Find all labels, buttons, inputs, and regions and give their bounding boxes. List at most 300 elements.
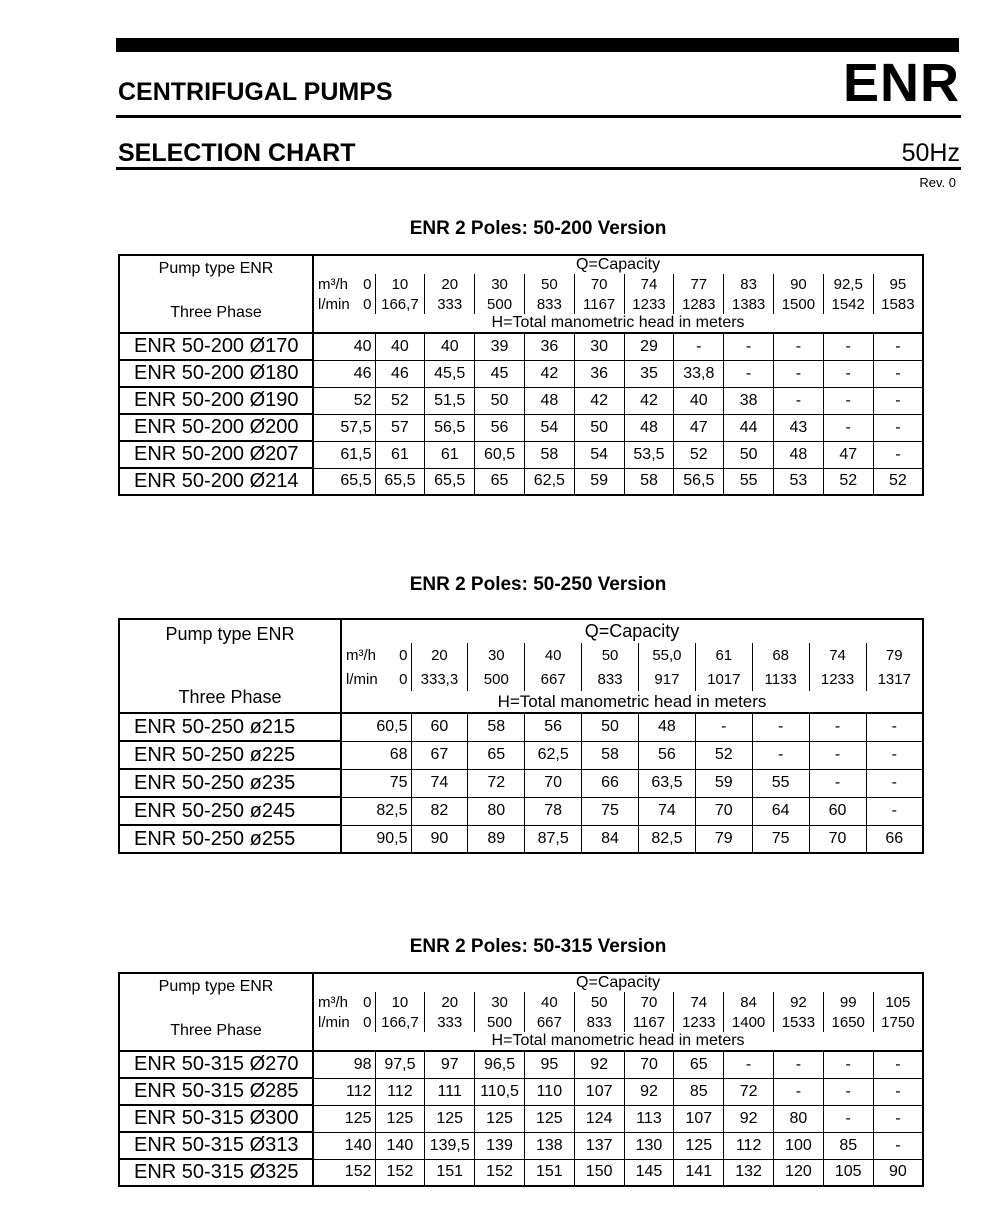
capacity-lmin: 1233 — [674, 1012, 724, 1032]
head-value: 48 — [524, 387, 574, 414]
pump-model: ENR 50-315 Ø285 — [119, 1078, 313, 1105]
head-value: 62,5 — [524, 468, 574, 495]
capacity-m3h: 68 — [752, 643, 809, 668]
table-title-50-200: ENR 2 Poles: 50-200 Version — [409, 218, 667, 239]
head-value: 62,5 — [525, 741, 582, 769]
head-value: 79 — [695, 825, 752, 853]
capacity-m3h: 50 — [582, 643, 639, 668]
head-label: H=Total manometric head in meters — [313, 314, 923, 333]
head-value: 125 — [674, 1132, 724, 1159]
pump-model: ENR 50-200 Ø190 — [119, 387, 313, 414]
head-value: 152 — [375, 1159, 425, 1186]
head-value: 60,5 — [341, 713, 411, 741]
head-value: 40 — [375, 333, 425, 360]
capacity-m3h: 10 — [375, 274, 425, 294]
head-value: - — [823, 387, 873, 414]
capacity-m3h: 20 — [411, 643, 468, 668]
capacity-m3h: 10 — [375, 992, 425, 1012]
head-value: 58 — [624, 468, 674, 495]
head-value: 50 — [574, 414, 624, 441]
head-value: 82,5 — [341, 797, 411, 825]
head-value: - — [873, 360, 923, 387]
head-value: - — [873, 1078, 923, 1105]
head-value: 97,5 — [375, 1051, 425, 1078]
head-value: 90 — [411, 825, 468, 853]
head-value: 56,5 — [674, 468, 724, 495]
capacity-label: Q=Capacity — [576, 256, 661, 273]
table-row — [119, 1078, 923, 1105]
pump-type-label: Pump type ENR — [165, 624, 295, 644]
capacity-lmin: 1017 — [695, 668, 752, 691]
capacity-m3h: 79 — [885, 647, 903, 664]
head-value: 65,5 — [425, 468, 475, 495]
head-value: 51,5 — [425, 387, 475, 414]
table-row — [119, 1159, 923, 1186]
head-value: 72 — [724, 1078, 774, 1105]
head-value: 89 — [468, 825, 525, 853]
head-value: 56 — [525, 713, 582, 741]
table-row — [119, 797, 923, 825]
capacity-m3h: 74 — [674, 992, 724, 1012]
phase-label: Three Phase — [170, 1022, 262, 1039]
head-value: - — [774, 1051, 824, 1078]
head-value: 40 — [313, 333, 375, 360]
capacity-m3h: 83 — [724, 274, 774, 294]
capacity-label: Q=Capacity — [584, 621, 680, 641]
brand-title: ENR — [842, 53, 960, 113]
divider — [116, 167, 961, 170]
capacity-m3h-value: 0 — [363, 275, 372, 293]
table-row — [119, 468, 923, 495]
head-value: 70 — [695, 797, 752, 825]
capacity-m3h: 95 — [889, 275, 907, 293]
capacity-m3h: 84 — [724, 992, 774, 1012]
pump-model: ENR 50-200 Ø180 — [119, 360, 313, 387]
section-title: SELECTION CHART — [118, 139, 356, 167]
head-value: 138 — [524, 1132, 574, 1159]
head-value: 29 — [624, 333, 674, 360]
head-value: 59 — [695, 769, 752, 797]
capacity-m3h: 50 — [524, 274, 574, 294]
head-value: 63,5 — [639, 769, 696, 797]
pump-model: ENR 50-250 ø225 — [119, 741, 341, 769]
capacity-lmin: 333,3 — [411, 668, 468, 691]
frequency-label: 50Hz — [901, 139, 960, 167]
pump-type-label: Pump type ENR — [158, 978, 274, 995]
pump-model: ENR 50-250 ø245 — [119, 797, 341, 825]
pump-model: ENR 50-315 Ø270 — [119, 1051, 313, 1078]
head-value: 150 — [574, 1159, 624, 1186]
head-value: 52 — [695, 741, 752, 769]
capacity-lmin: 1283 — [674, 294, 724, 314]
pump-type-label: Pump type ENR — [158, 260, 274, 277]
head-value: 65 — [468, 741, 525, 769]
pump-type-header — [119, 973, 313, 1051]
capacity-m3h: 74 — [624, 274, 674, 294]
top-bar — [116, 38, 959, 52]
head-value: 35 — [624, 360, 674, 387]
head-value: - — [823, 1105, 873, 1132]
table-row — [119, 713, 923, 741]
head-value: - — [873, 387, 923, 414]
head-value: - — [866, 797, 923, 825]
head-value: 80 — [774, 1105, 824, 1132]
head-value: 56 — [475, 414, 525, 441]
head-value: 61,5 — [313, 441, 375, 468]
head-value: 54 — [574, 441, 624, 468]
head-value: - — [866, 713, 923, 741]
pump-model: ENR 50-315 Ø313 — [119, 1132, 313, 1159]
capacity-lmin: 1650 — [823, 1012, 873, 1032]
capacity-m3h: 70 — [574, 274, 624, 294]
pump-type-header — [119, 619, 341, 713]
capacity-m3h: 40 — [525, 643, 582, 668]
head-value: 85 — [823, 1132, 873, 1159]
head-value: 56 — [639, 741, 696, 769]
capacity-m3h: 61 — [695, 643, 752, 668]
capacity-m3h — [341, 643, 411, 668]
head-value: 140 — [375, 1132, 425, 1159]
head-value: - — [774, 1078, 824, 1105]
head-value: - — [724, 333, 774, 360]
head-value: 53,5 — [624, 441, 674, 468]
lmin-unit-label: l/min — [318, 1013, 350, 1031]
capacity-m3h-value: 0 — [399, 647, 408, 664]
head-value: 33,8 — [674, 360, 724, 387]
head-value: 40 — [674, 387, 724, 414]
head-value: 38 — [724, 387, 774, 414]
head-value: - — [873, 1051, 923, 1078]
capacity-m3h: 20 — [425, 274, 475, 294]
capacity-lmin: 1583 — [881, 295, 915, 313]
head-value: 70 — [525, 769, 582, 797]
selection-table-50-250 — [118, 618, 924, 854]
head-value: 57 — [375, 414, 425, 441]
capacity-m3h: 99 — [823, 992, 873, 1012]
capacity-lmin: 1133 — [752, 668, 809, 691]
table-row — [119, 1051, 923, 1078]
doc-title: CENTRIFUGAL PUMPS — [118, 78, 393, 106]
pump-type-header — [119, 255, 313, 333]
head-value: 120 — [774, 1159, 824, 1186]
capacity-lmin — [313, 1012, 375, 1032]
head-value: 58 — [524, 441, 574, 468]
capacity-m3h: 30 — [475, 992, 525, 1012]
head-value: - — [809, 741, 866, 769]
head-value: 72 — [468, 769, 525, 797]
head-value: 92 — [624, 1078, 674, 1105]
capacity-lmin-value: 0 — [399, 671, 408, 688]
head-value: 92 — [724, 1105, 774, 1132]
capacity-lmin: 1400 — [724, 1012, 774, 1032]
capacity-lmin — [341, 668, 411, 691]
head-value: 140 — [313, 1132, 375, 1159]
capacity-lmin: 1533 — [774, 1012, 824, 1032]
head-value: 107 — [674, 1105, 724, 1132]
head-value: - — [724, 1051, 774, 1078]
head-value: 139,5 — [425, 1132, 475, 1159]
head-value: - — [873, 441, 923, 468]
head-value: - — [873, 1105, 923, 1132]
head-value: - — [752, 713, 809, 741]
head-value: 75 — [341, 769, 411, 797]
head-value: 92 — [574, 1051, 624, 1078]
head-value: 100 — [774, 1132, 824, 1159]
head-value: 74 — [411, 769, 468, 797]
head-value: 141 — [674, 1159, 724, 1186]
head-value: 65,5 — [375, 468, 425, 495]
head-value: 52 — [313, 387, 375, 414]
capacity-lmin: 917 — [639, 668, 696, 691]
table-row — [119, 741, 923, 769]
phase-label: Three Phase — [178, 687, 282, 707]
selection-table-50-315 — [118, 972, 924, 1187]
table-row — [119, 360, 923, 387]
capacity-lmin: 1383 — [724, 294, 774, 314]
capacity-m3h: 70 — [624, 992, 674, 1012]
capacity-m3h: 74 — [809, 643, 866, 668]
head-value: 30 — [574, 333, 624, 360]
head-value: 80 — [468, 797, 525, 825]
revision-label: Rev. 0 — [919, 175, 956, 190]
head-value: 46 — [313, 360, 375, 387]
table-title-50-250: ENR 2 Poles: 50-250 Version — [409, 574, 667, 595]
capacity-m3h: 20 — [425, 992, 475, 1012]
table-row — [119, 414, 923, 441]
capacity-lmin: 667 — [525, 668, 582, 691]
head-value: 145 — [624, 1159, 674, 1186]
capacity-lmin: 1233 — [624, 294, 674, 314]
capacity-lmin: 1167 — [624, 1012, 674, 1032]
head-value: 82,5 — [639, 825, 696, 853]
head-value: 151 — [425, 1159, 475, 1186]
head-value: 58 — [582, 741, 639, 769]
head-value: - — [873, 1132, 923, 1159]
table-row — [119, 441, 923, 468]
head-value: 84 — [582, 825, 639, 853]
capacity-m3h — [313, 274, 375, 294]
capacity-m3h: 92,5 — [823, 274, 873, 294]
head-value: - — [724, 360, 774, 387]
head-value: 110,5 — [475, 1078, 525, 1105]
capacity-m3h — [313, 992, 375, 1012]
head-value: 45,5 — [425, 360, 475, 387]
head-value: - — [823, 1078, 873, 1105]
capacity-label: Q=Capacity — [576, 974, 661, 991]
head-value: - — [873, 333, 923, 360]
head-value: 90,5 — [341, 825, 411, 853]
capacity-lmin: 166,7 — [375, 294, 425, 314]
capacity-lmin: 333 — [425, 294, 475, 314]
head-value: 152 — [475, 1159, 525, 1186]
head-value: - — [866, 741, 923, 769]
head-value: 53 — [774, 468, 824, 495]
head-value: 125 — [475, 1105, 525, 1132]
head-value: 56,5 — [425, 414, 475, 441]
head-value: 65 — [674, 1051, 724, 1078]
capacity-lmin: 833 — [524, 294, 574, 314]
head-value: - — [823, 1051, 873, 1078]
head-value: 48 — [774, 441, 824, 468]
head-value: 68 — [341, 741, 411, 769]
head-value: 50 — [475, 387, 525, 414]
head-value: - — [823, 333, 873, 360]
capacity-m3h: 30 — [468, 643, 525, 668]
head-value: 110 — [524, 1078, 574, 1105]
capacity-m3h: 90 — [774, 274, 824, 294]
head-value: 87,5 — [525, 825, 582, 853]
head-value: 39 — [475, 333, 525, 360]
table-row — [119, 825, 923, 853]
capacity-m3h: 50 — [574, 992, 624, 1012]
head-value: 82 — [411, 797, 468, 825]
capacity-lmin: 833 — [582, 668, 639, 691]
head-value: 60 — [809, 797, 866, 825]
head-value: 42 — [624, 387, 674, 414]
head-value: 124 — [574, 1105, 624, 1132]
head-value: 47 — [823, 441, 873, 468]
capacity-m3h: 30 — [475, 274, 525, 294]
head-value: - — [823, 360, 873, 387]
head-value: 96,5 — [475, 1051, 525, 1078]
head-value: - — [774, 333, 824, 360]
capacity-m3h: 77 — [674, 274, 724, 294]
pump-model: ENR 50-250 ø255 — [119, 825, 341, 853]
head-value: 48 — [639, 713, 696, 741]
head-value: 95 — [524, 1051, 574, 1078]
head-value: 47 — [674, 414, 724, 441]
head-value: 125 — [375, 1105, 425, 1132]
head-value: 60,5 — [475, 441, 525, 468]
head-value: 36 — [524, 333, 574, 360]
capacity-lmin-value: 0 — [363, 295, 372, 313]
head-value: 57,5 — [313, 414, 375, 441]
capacity-lmin: 833 — [574, 1012, 624, 1032]
phase-label: Three Phase — [170, 304, 262, 321]
capacity-lmin: 1542 — [823, 294, 873, 314]
m3h-unit-label: m³/h — [346, 647, 376, 664]
head-value: - — [823, 414, 873, 441]
head-value: 46 — [375, 360, 425, 387]
head-value: 78 — [525, 797, 582, 825]
head-value: 59 — [574, 468, 624, 495]
pump-model: ENR 50-200 Ø214 — [119, 468, 313, 495]
capacity-lmin: 500 — [468, 668, 525, 691]
capacity-lmin: 500 — [475, 294, 525, 314]
head-value: 61 — [425, 441, 475, 468]
table-title-50-315: ENR 2 Poles: 50-315 Version — [409, 936, 667, 957]
pump-model: ENR 50-315 Ø300 — [119, 1105, 313, 1132]
head-value: 70 — [624, 1051, 674, 1078]
table-row — [119, 1105, 923, 1132]
m3h-unit-label: m³/h — [318, 993, 348, 1011]
capacity-lmin: 1750 — [881, 1013, 915, 1031]
head-value: 60 — [411, 713, 468, 741]
head-value: 44 — [724, 414, 774, 441]
capacity-lmin — [313, 294, 375, 314]
head-value: 58 — [468, 713, 525, 741]
head-value: 45 — [475, 360, 525, 387]
head-value: - — [809, 769, 866, 797]
capacity-lmin: 1317 — [877, 671, 911, 688]
pump-model: ENR 50-200 Ø207 — [119, 441, 313, 468]
head-value: 55 — [752, 769, 809, 797]
head-value: 113 — [624, 1105, 674, 1132]
head-value: 52 — [375, 387, 425, 414]
capacity-m3h: 40 — [524, 992, 574, 1012]
table-row — [119, 769, 923, 797]
head-value: 97 — [425, 1051, 475, 1078]
head-value: 55 — [724, 468, 774, 495]
head-value: 152 — [313, 1159, 375, 1186]
table-row — [119, 387, 923, 414]
head-value: 42 — [574, 387, 624, 414]
head-value: - — [809, 713, 866, 741]
head-value: 151 — [524, 1159, 574, 1186]
head-value: 50 — [582, 713, 639, 741]
selection-table-50-200 — [118, 254, 924, 496]
capacity-lmin: 667 — [524, 1012, 574, 1032]
head-value: - — [873, 414, 923, 441]
head-value: 66 — [582, 769, 639, 797]
head-value: 137 — [574, 1132, 624, 1159]
head-value: - — [752, 741, 809, 769]
pump-model: ENR 50-250 ø215 — [119, 713, 341, 741]
head-label: H=Total manometric head in meters — [313, 1032, 923, 1051]
head-value: - — [674, 333, 724, 360]
lmin-unit-label: l/min — [346, 671, 378, 688]
m3h-unit-label: m³/h — [318, 275, 348, 293]
head-value: 50 — [724, 441, 774, 468]
table-row — [119, 1132, 923, 1159]
head-value: 112 — [375, 1078, 425, 1105]
capacity-lmin: 333 — [425, 1012, 475, 1032]
head-value: 111 — [425, 1078, 475, 1105]
capacity-m3h: 55,0 — [639, 643, 696, 668]
head-value: 75 — [752, 825, 809, 853]
head-value: 107 — [574, 1078, 624, 1105]
capacity-m3h-value: 0 — [363, 993, 372, 1011]
head-value: 74 — [639, 797, 696, 825]
head-value: - — [866, 769, 923, 797]
head-value: 125 — [425, 1105, 475, 1132]
head-value: 52 — [674, 441, 724, 468]
head-value: - — [774, 360, 824, 387]
pump-model: ENR 50-200 Ø200 — [119, 414, 313, 441]
head-value: 112 — [313, 1078, 375, 1105]
capacity-lmin: 1167 — [574, 294, 624, 314]
head-value: 52 — [888, 472, 907, 490]
capacity-lmin: 166,7 — [375, 1012, 425, 1032]
head-value: 40 — [425, 333, 475, 360]
head-value: 65 — [475, 468, 525, 495]
capacity-m3h: 92 — [774, 992, 824, 1012]
head-value: 139 — [475, 1132, 525, 1159]
capacity-lmin: 500 — [475, 1012, 525, 1032]
head-value: 130 — [624, 1132, 674, 1159]
head-value: 70 — [809, 825, 866, 853]
head-value: 42 — [524, 360, 574, 387]
head-value: 125 — [313, 1105, 375, 1132]
head-value: 75 — [582, 797, 639, 825]
head-value: 67 — [411, 741, 468, 769]
head-value: 36 — [574, 360, 624, 387]
head-value: 132 — [724, 1159, 774, 1186]
capacity-lmin-value: 0 — [363, 1013, 372, 1031]
capacity-lmin: 1233 — [809, 668, 866, 691]
head-value: 43 — [774, 414, 824, 441]
head-value: 85 — [674, 1078, 724, 1105]
